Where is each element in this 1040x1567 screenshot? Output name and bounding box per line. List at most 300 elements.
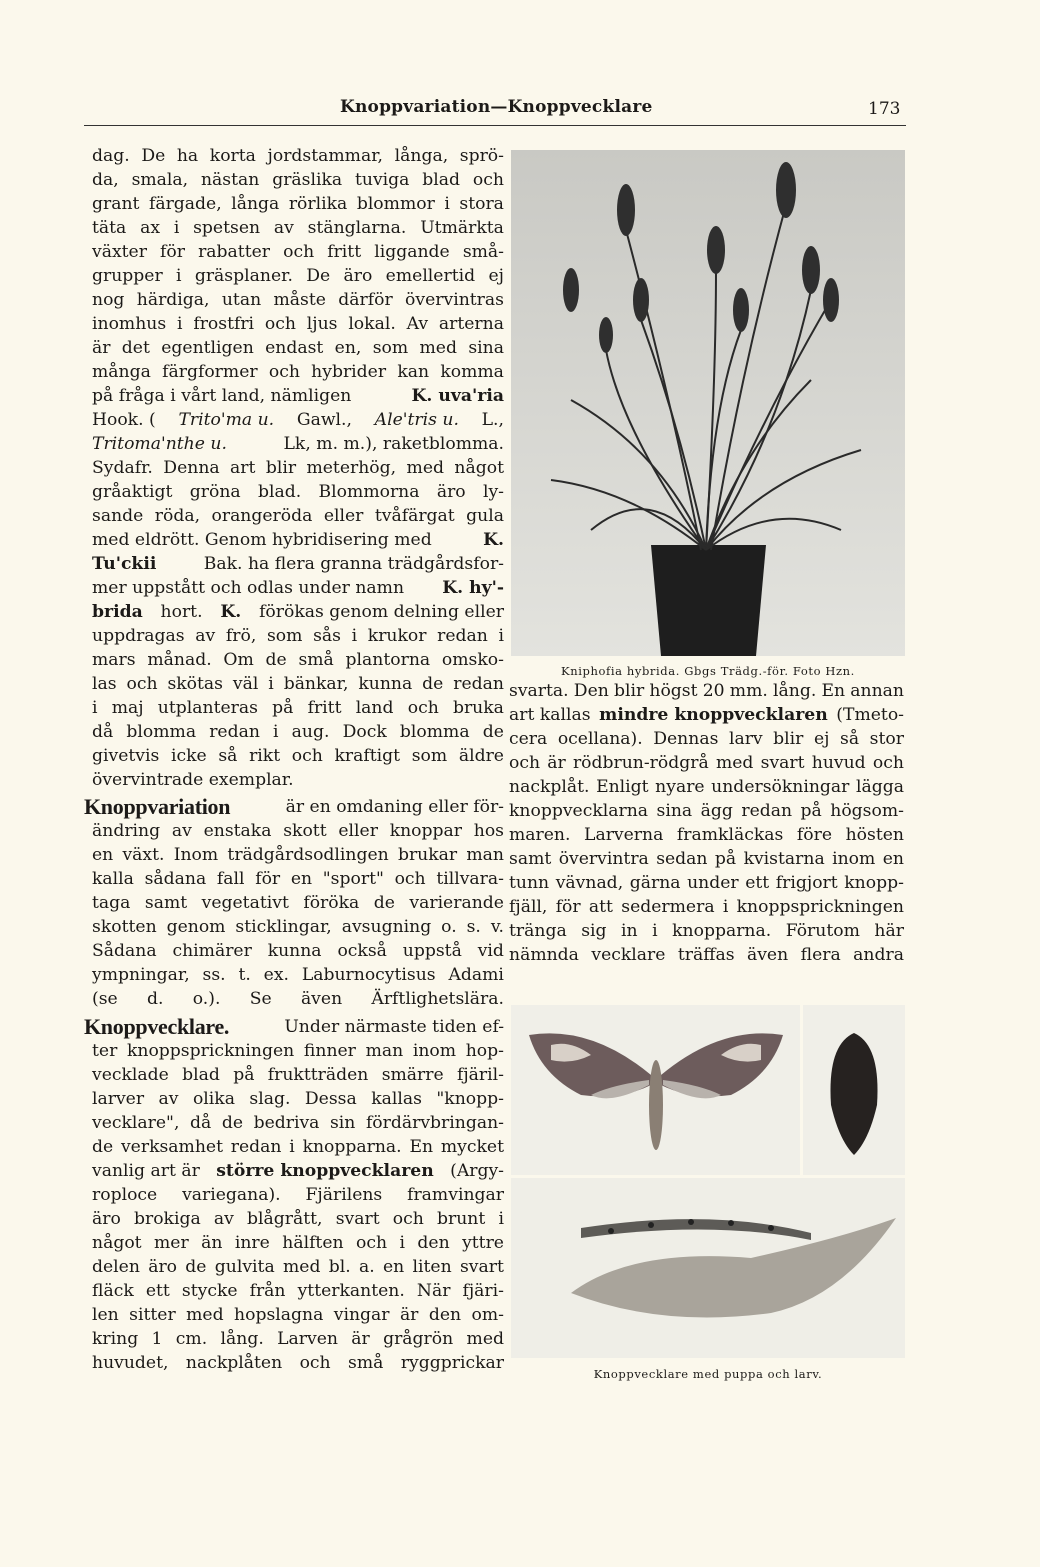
moth-photo bbox=[511, 1005, 800, 1175]
text-word: blågrått, bbox=[247, 1209, 323, 1229]
text-line bbox=[92, 939, 504, 963]
text-line bbox=[509, 871, 904, 895]
text-word: cm. bbox=[175, 1329, 208, 1349]
text-word: en bbox=[383, 1257, 405, 1277]
text-word: fritt bbox=[307, 698, 342, 718]
text-word: och bbox=[407, 698, 439, 718]
text-word: många bbox=[92, 362, 151, 382]
text-word: blir bbox=[614, 681, 645, 701]
plant-illustration bbox=[511, 150, 905, 656]
text-word: och bbox=[392, 1209, 424, 1229]
text-line bbox=[92, 744, 504, 768]
text-word: bl. bbox=[328, 1257, 351, 1277]
text-word: långa bbox=[231, 194, 280, 214]
text-word: med bbox=[186, 1305, 224, 1325]
text-line bbox=[84, 794, 504, 819]
text-word: 1 bbox=[151, 1329, 163, 1349]
text-line bbox=[509, 847, 904, 871]
text-word: grågrön bbox=[383, 1329, 454, 1349]
text-word: och bbox=[472, 170, 504, 190]
text-word: Laburnocytisus bbox=[301, 965, 436, 985]
text-word: gräsplaner. bbox=[194, 266, 293, 286]
text-word: mars bbox=[92, 650, 136, 670]
text-word: övervintra bbox=[558, 849, 649, 869]
text-line bbox=[84, 1014, 504, 1039]
text-word: 20 bbox=[702, 681, 725, 701]
text-segment: Lk, m. m.), raketblomma. bbox=[283, 434, 504, 454]
text-word: Inom bbox=[173, 845, 219, 865]
left-column bbox=[84, 144, 504, 1375]
text-word: larver bbox=[92, 1089, 145, 1109]
text-word: liten bbox=[412, 1257, 452, 1277]
text-word: land bbox=[355, 698, 394, 718]
text-word: och bbox=[872, 753, 904, 773]
text-word: knoppar bbox=[389, 821, 462, 841]
text-word: växter bbox=[92, 242, 147, 262]
text-word: knopp- bbox=[844, 873, 904, 893]
text-word: sås bbox=[313, 626, 341, 646]
text-word: De bbox=[306, 266, 331, 286]
text-word: gulvita bbox=[214, 1257, 275, 1277]
text-segment: Bak. ha flera granna trädgårdsfor- bbox=[203, 554, 504, 574]
text-word: därför bbox=[338, 290, 393, 310]
text-word: äro bbox=[436, 482, 466, 502]
text-word: komma bbox=[440, 362, 504, 382]
text-word: fördärvbringan- bbox=[365, 1113, 504, 1133]
text-word: i bbox=[273, 722, 279, 742]
text-word: brokiga bbox=[133, 1209, 201, 1229]
text-word: små bbox=[348, 1353, 384, 1373]
text-word: nästan bbox=[200, 170, 260, 190]
text-word: blad. bbox=[258, 482, 302, 502]
paragraph bbox=[84, 794, 504, 1011]
text-word: täta bbox=[92, 218, 127, 238]
text-word: den bbox=[417, 1233, 450, 1253]
text-word: i bbox=[176, 266, 182, 286]
text-word: föröka bbox=[303, 893, 360, 913]
text-word: "sport" bbox=[322, 869, 384, 889]
text-word: de bbox=[92, 1137, 114, 1157]
right-column bbox=[509, 679, 904, 967]
text-line bbox=[92, 1135, 504, 1159]
bold-term: K. bbox=[220, 602, 242, 622]
text-word: nackplåten bbox=[185, 1353, 283, 1373]
text-word: då bbox=[92, 722, 114, 742]
text-word: Se bbox=[249, 989, 272, 1009]
text-word: gråaktigt bbox=[92, 482, 173, 502]
text-line bbox=[92, 1279, 504, 1303]
text-word: lokal. bbox=[348, 314, 396, 334]
text-word: om- bbox=[471, 1305, 504, 1325]
text-line bbox=[92, 528, 504, 552]
text-word: och bbox=[299, 1353, 331, 1373]
bold-term: Tu'ckii bbox=[92, 554, 157, 574]
text-word: rikt bbox=[249, 746, 281, 766]
text-segment: är en omdaning eller för- bbox=[285, 797, 504, 817]
text-word: Enligt bbox=[596, 777, 649, 797]
text-word: las bbox=[92, 674, 117, 694]
text-word: framkläckas bbox=[676, 825, 784, 845]
text-word: nog bbox=[92, 290, 125, 310]
text-word: som bbox=[372, 338, 409, 358]
text-word: fritt bbox=[327, 242, 362, 262]
text-word: den bbox=[428, 1305, 462, 1325]
text-word: knoppsprickningen bbox=[126, 1041, 295, 1061]
text-word: färgformer bbox=[162, 362, 258, 382]
text-word: skotten bbox=[92, 917, 157, 937]
text-word: vecklare", bbox=[92, 1113, 180, 1133]
text-word: eller bbox=[338, 821, 378, 841]
text-word: ax bbox=[140, 218, 161, 238]
text-word: smala, bbox=[131, 170, 189, 190]
text-word: En bbox=[821, 681, 846, 701]
text-line bbox=[92, 1087, 504, 1111]
text-word: Fjärilens bbox=[305, 1185, 383, 1205]
text-word: hösten bbox=[845, 825, 904, 845]
text-word: de bbox=[185, 1257, 207, 1277]
text-word: knopparna. bbox=[672, 921, 772, 941]
text-word: av bbox=[158, 1089, 179, 1109]
text-word: en bbox=[92, 845, 114, 865]
larva-photo bbox=[511, 1178, 905, 1358]
text-line bbox=[92, 1231, 504, 1255]
text-word: är bbox=[92, 338, 111, 358]
text-word: på bbox=[714, 849, 737, 869]
text-word: plantorna bbox=[345, 650, 431, 670]
text-word: högsom- bbox=[830, 801, 904, 821]
text-word: annan bbox=[850, 681, 904, 701]
text-word: av bbox=[273, 218, 294, 238]
text-line bbox=[92, 216, 504, 240]
text-word: En bbox=[409, 1137, 434, 1157]
text-line bbox=[92, 192, 504, 216]
text-word: gärna bbox=[629, 873, 681, 893]
text-line bbox=[92, 600, 504, 624]
pupa-illustration bbox=[803, 1005, 905, 1175]
text-word: huvud bbox=[811, 753, 866, 773]
text-word: verksamhet bbox=[120, 1137, 223, 1157]
text-word: blommor bbox=[356, 194, 435, 214]
text-word: grant bbox=[92, 194, 140, 214]
text-line bbox=[92, 384, 504, 408]
text-word: de bbox=[482, 722, 504, 742]
text-word: blad bbox=[182, 1065, 220, 1085]
text-word: en bbox=[290, 869, 313, 889]
text-word: skott bbox=[283, 821, 327, 841]
text-word: trädgårdsodlingen bbox=[227, 845, 389, 865]
text-line bbox=[92, 336, 504, 360]
text-word: framvingar bbox=[407, 1185, 504, 1205]
text-word: kraftigt bbox=[334, 746, 401, 766]
text-line bbox=[92, 144, 504, 168]
text-line bbox=[92, 1303, 504, 1327]
text-segment: (Argy- bbox=[450, 1161, 504, 1181]
text-word: högst bbox=[649, 681, 698, 701]
text-line bbox=[92, 1207, 504, 1231]
text-word: svarta. bbox=[509, 681, 569, 701]
text-word: sprö- bbox=[459, 146, 504, 166]
text-word: inom bbox=[412, 1041, 457, 1061]
text-word: emellertid bbox=[385, 266, 476, 286]
text-word: delen bbox=[92, 1257, 140, 1277]
text-line bbox=[92, 1327, 504, 1351]
text-word: frostfri bbox=[193, 314, 255, 334]
text-line bbox=[92, 552, 504, 576]
text-word: kan bbox=[397, 362, 430, 382]
text-word: nackplåt. bbox=[509, 777, 590, 797]
text-word: något bbox=[454, 458, 504, 478]
figure2-caption: Knoppvecklare med puppa och larv. bbox=[593, 1367, 823, 1381]
text-word: tränga bbox=[509, 921, 567, 941]
text-word: på bbox=[233, 1065, 255, 1085]
text-line bbox=[92, 1111, 504, 1135]
text-word: Ärftlighetslära. bbox=[371, 989, 504, 1009]
text-word: det bbox=[121, 338, 150, 358]
text-word: äldre bbox=[458, 746, 504, 766]
text-word: Av bbox=[406, 314, 429, 334]
text-word: och bbox=[126, 674, 158, 694]
text-line bbox=[92, 696, 504, 720]
text-word: sedan bbox=[656, 849, 708, 869]
text-word: genom bbox=[166, 917, 226, 937]
text-word: och bbox=[509, 753, 541, 773]
text-segment: Under närmaste tiden ef- bbox=[284, 1017, 504, 1037]
text-word: av bbox=[195, 626, 216, 646]
text-word: blomma bbox=[399, 722, 470, 742]
text-word: sande bbox=[92, 506, 144, 526]
text-line bbox=[92, 576, 504, 600]
text-word: d. bbox=[146, 989, 164, 1009]
text-line bbox=[509, 943, 904, 967]
text-word: variegana). bbox=[182, 1185, 281, 1205]
text-word: maren. bbox=[509, 825, 571, 845]
entry-heading: Knoppvariation bbox=[84, 794, 231, 819]
text-word: hop- bbox=[465, 1041, 504, 1061]
text-line bbox=[92, 672, 504, 696]
text-word: Blommorna bbox=[318, 482, 420, 502]
text-word: med bbox=[282, 1257, 321, 1277]
text-word: t. bbox=[238, 965, 251, 985]
text-word: måste bbox=[273, 290, 326, 310]
text-line bbox=[509, 919, 904, 943]
text-word: icke bbox=[170, 746, 207, 766]
text-word: med bbox=[715, 753, 754, 773]
text-segment: (Tmeto- bbox=[836, 705, 904, 725]
text-word: rörlika bbox=[288, 194, 348, 214]
text-word: här bbox=[874, 921, 904, 941]
text-line bbox=[509, 679, 904, 703]
text-word: uppstå bbox=[402, 941, 462, 961]
text-word: av bbox=[171, 821, 192, 841]
text-word: sina bbox=[656, 801, 693, 821]
text-word: stänglarna. bbox=[307, 218, 407, 238]
text-word: och bbox=[394, 869, 426, 889]
text-word: brukar bbox=[397, 845, 458, 865]
text-word: ett bbox=[145, 1281, 170, 1301]
text-word: stycke bbox=[181, 1281, 238, 1301]
text-word: som bbox=[411, 746, 448, 766]
text-word: cera bbox=[509, 729, 548, 749]
text-word: hos bbox=[473, 821, 504, 841]
text-word: och bbox=[291, 746, 323, 766]
text-word: brunt bbox=[437, 1209, 486, 1229]
text-word: de bbox=[221, 1113, 243, 1133]
text-word: äro bbox=[148, 1257, 178, 1277]
text-word: samt bbox=[509, 849, 552, 869]
text-segment: L., bbox=[481, 410, 504, 430]
text-word: redan bbox=[437, 626, 488, 646]
text-word: hälften bbox=[282, 1233, 344, 1253]
text-line bbox=[509, 727, 904, 751]
text-word: är bbox=[351, 1329, 370, 1349]
text-word: i bbox=[177, 314, 183, 334]
text-word: nämnda bbox=[509, 945, 579, 965]
text-word: rödbrun-rödgrå bbox=[572, 753, 709, 773]
text-word: färgade, bbox=[148, 194, 222, 214]
text-line bbox=[92, 819, 504, 843]
text-word: från bbox=[249, 1281, 286, 1301]
page-number: 173 bbox=[868, 99, 901, 119]
text-word: för bbox=[255, 869, 281, 889]
text-segment: hort. bbox=[160, 602, 203, 622]
text-line bbox=[92, 867, 504, 891]
text-word: redan bbox=[453, 674, 504, 694]
text-word: i bbox=[351, 626, 358, 646]
text-word: ljus bbox=[306, 314, 338, 334]
text-line bbox=[92, 168, 504, 192]
text-word: vid bbox=[477, 941, 504, 961]
text-word: knopparna. bbox=[302, 1137, 402, 1157]
text-word: enstaka bbox=[203, 821, 272, 841]
text-segment: vanlig art är bbox=[92, 1161, 200, 1181]
text-word: sig bbox=[581, 921, 607, 941]
text-word: inom bbox=[832, 849, 876, 869]
text-word: i bbox=[289, 1137, 295, 1157]
text-word: ej bbox=[488, 266, 504, 286]
text-segment: förökas genom delning eller bbox=[259, 602, 504, 622]
text-word: kallas bbox=[371, 1089, 422, 1109]
text-line bbox=[92, 1039, 504, 1063]
text-word: blad bbox=[422, 170, 461, 190]
text-word: andra bbox=[853, 945, 904, 965]
text-word: larv bbox=[728, 729, 763, 749]
italic-term: Tritoma'nthe u. bbox=[92, 434, 227, 454]
pupa-photo bbox=[803, 1005, 905, 1175]
text-word: så bbox=[218, 746, 238, 766]
text-word: bänkar, bbox=[283, 674, 349, 694]
text-word: sin bbox=[329, 1113, 356, 1133]
text-line bbox=[92, 1159, 504, 1183]
text-word: i bbox=[399, 1233, 405, 1253]
text-word: väl bbox=[232, 674, 259, 694]
text-line bbox=[92, 648, 504, 672]
text-word: kunna bbox=[358, 674, 413, 694]
text-word: redan bbox=[741, 801, 793, 821]
text-word: mm. bbox=[729, 681, 768, 701]
text-word: långa, bbox=[394, 146, 449, 166]
text-word: ryggprickar bbox=[400, 1353, 504, 1373]
text-word: ex. bbox=[263, 965, 289, 985]
text-line bbox=[92, 432, 504, 456]
text-line bbox=[92, 264, 504, 288]
text-word: man bbox=[365, 1041, 404, 1061]
text-word: knoppsprickningen bbox=[736, 897, 904, 917]
text-word: övervintras bbox=[405, 290, 504, 310]
text-word: knoppvecklarna bbox=[509, 801, 649, 821]
text-word: lång. bbox=[220, 1329, 264, 1349]
text-word: finner bbox=[303, 1041, 356, 1061]
text-word: v. bbox=[490, 917, 504, 937]
text-word: kunna bbox=[267, 941, 322, 961]
text-word: hybrider bbox=[311, 362, 387, 382]
text-word: ej bbox=[813, 729, 830, 749]
text-word: Förutom bbox=[785, 921, 860, 941]
text-word: med bbox=[419, 338, 457, 358]
larva-illustration bbox=[511, 1178, 905, 1358]
text-word: Dennas bbox=[653, 729, 719, 749]
text-word: undersökningar bbox=[711, 777, 850, 797]
text-word: blir bbox=[773, 729, 804, 749]
text-word: Adami bbox=[448, 965, 504, 985]
text-word: samt bbox=[144, 893, 188, 913]
text-word: givetvis bbox=[92, 746, 160, 766]
text-line bbox=[92, 1255, 504, 1279]
text-word: på bbox=[800, 801, 822, 821]
text-word: chimärer bbox=[172, 941, 252, 961]
running-header: Knoppvariation—Knoppvecklare bbox=[340, 97, 653, 117]
text-line bbox=[509, 775, 904, 799]
text-word: Utmärkta bbox=[420, 218, 504, 238]
text-word: ss. bbox=[202, 965, 226, 985]
text-word: Larverna bbox=[584, 825, 664, 845]
text-word: äro bbox=[92, 1209, 121, 1229]
text-word: s. bbox=[466, 917, 481, 937]
text-word: stora bbox=[459, 194, 504, 214]
text-word: lägga bbox=[855, 777, 904, 797]
text-line bbox=[509, 895, 904, 919]
text-word: gula bbox=[466, 506, 504, 526]
text-word: svart bbox=[760, 753, 805, 773]
text-line bbox=[509, 823, 904, 847]
text-word: blir bbox=[265, 458, 297, 478]
text-word: len bbox=[92, 1305, 119, 1325]
text-word: flera bbox=[800, 945, 841, 965]
text-word: i bbox=[652, 921, 658, 941]
text-line bbox=[92, 891, 504, 915]
text-segment: Hook. ( bbox=[92, 410, 156, 430]
entry-heading: Knoppvecklare. bbox=[84, 1014, 230, 1039]
text-line bbox=[92, 1183, 504, 1207]
text-line bbox=[92, 456, 504, 480]
text-word: nyare bbox=[655, 777, 705, 797]
text-word: Sådana bbox=[92, 941, 157, 961]
text-word: inre bbox=[234, 1233, 270, 1253]
text-word: och bbox=[356, 1233, 388, 1253]
text-word: och bbox=[268, 362, 300, 382]
text-word: också bbox=[337, 941, 387, 961]
text-word: krukor bbox=[367, 626, 427, 646]
text-word: utplanteras bbox=[157, 698, 258, 718]
text-word: sedermera bbox=[621, 897, 715, 917]
text-line bbox=[92, 1351, 504, 1375]
text-word: i bbox=[268, 674, 274, 694]
text-word: "knopp- bbox=[436, 1089, 504, 1109]
text-word: av bbox=[213, 1209, 234, 1229]
text-word: utan bbox=[221, 290, 262, 310]
text-word: i bbox=[444, 194, 450, 214]
text-word: lång. bbox=[773, 681, 817, 701]
text-line bbox=[92, 312, 504, 336]
